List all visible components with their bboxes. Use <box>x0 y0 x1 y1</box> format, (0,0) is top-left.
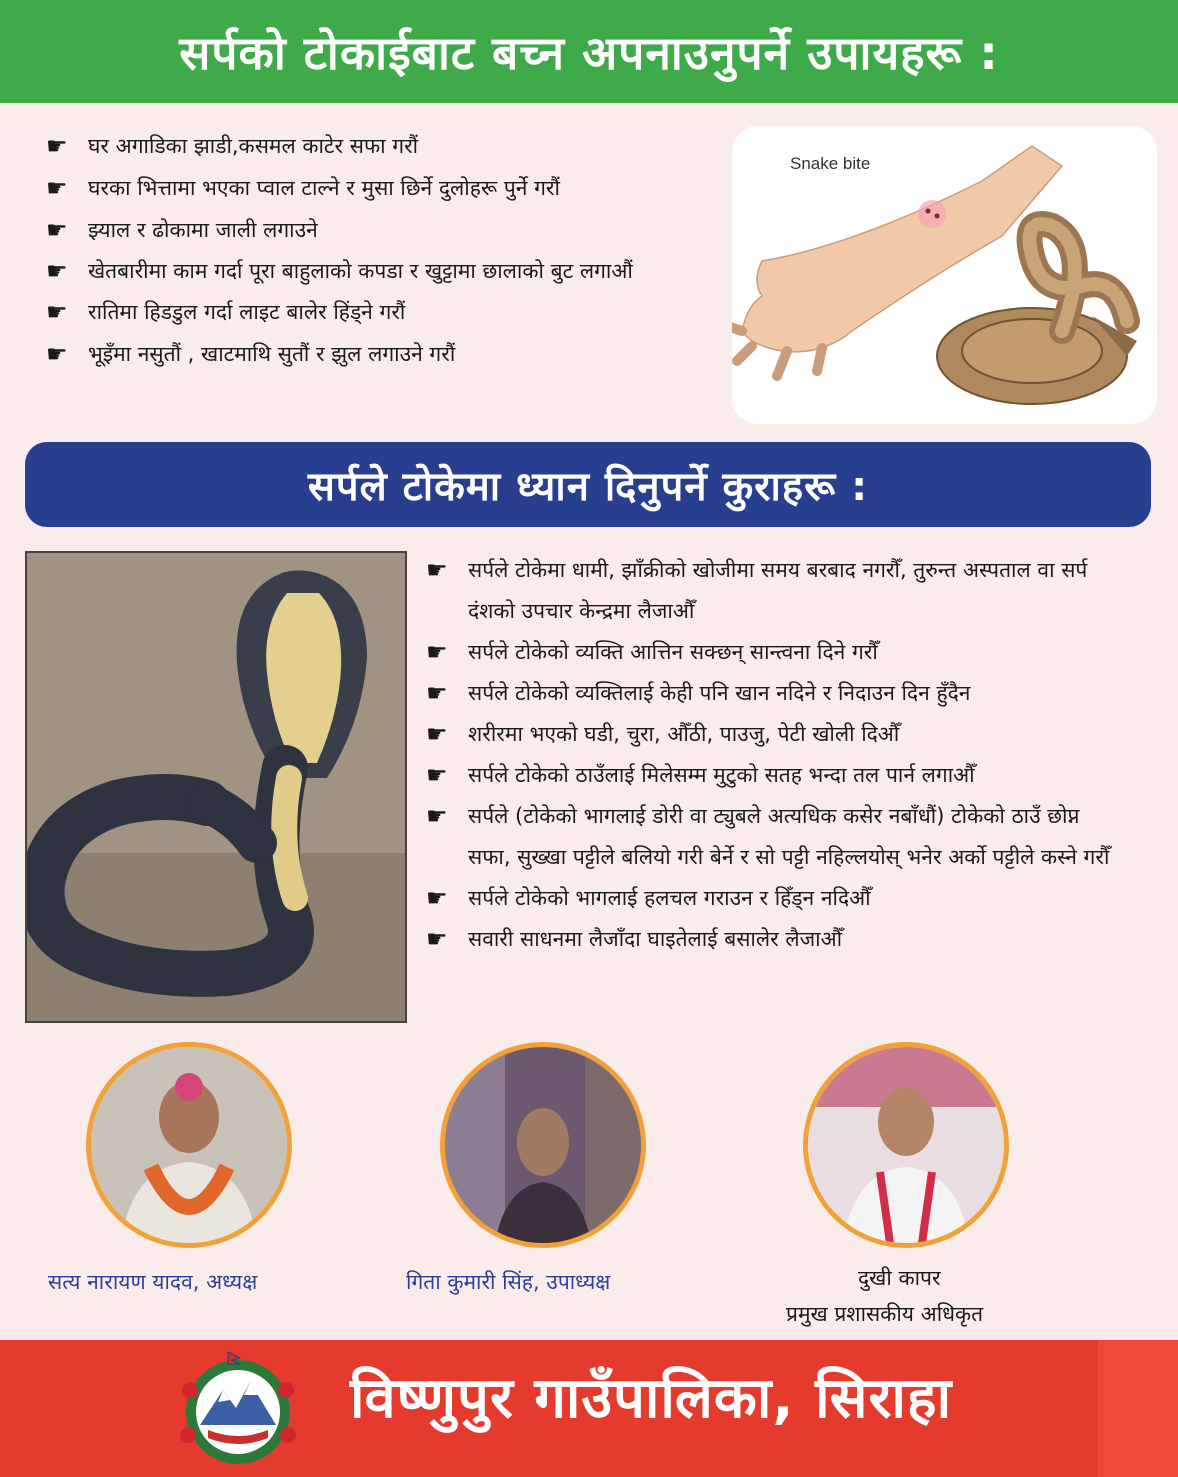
pointing-hand-icon: ☛ <box>46 257 68 285</box>
pointing-hand-icon: ☛ <box>426 761 448 789</box>
list-item: ☛ सर्पले टोकेको व्यक्ति आत्तिन सक्छन् सान्त्वना दिने गरौँ <box>426 632 1126 673</box>
avatar <box>86 1042 292 1248</box>
official-title: प्रमुख प्रशासकीय अधिकृत <box>786 1302 984 1326</box>
pointing-hand-icon: ☛ <box>426 638 448 666</box>
top-banner <box>0 0 1178 103</box>
list-item: ☛ सर्पले टोकेको भागलाई हलचल गराउन र हिँड्न नदिऔँ <box>426 878 1126 919</box>
official-name: गिता कुमारी सिंह, उपाध्यक्ष <box>406 1270 611 1294</box>
list-item: ☛ खेतबारीमा काम गर्दा पूरा बाहुलाको कपडा र खुट्टामा छालाको बुट लगाऔं <box>46 251 708 291</box>
care-list <box>426 550 1126 960</box>
top-banner-title: सर्पको टोकाईबाट बच्न अपनाउनुपर्ने उपायहरू : <box>179 25 999 80</box>
list-item: ☛ भूइँमा नसुतौं , खाटमाथि सुतौं र झुल लगाउने गरौं <box>46 333 726 375</box>
list-item: ☛ घरका भित्तामा भएका प्वाल टाल्ने र मुसा छिर्ने दुलोहरू पुर्ने गरौं <box>46 167 726 209</box>
mid-banner <box>25 442 1151 527</box>
snake-bite-illustration <box>732 126 1157 424</box>
pointing-hand-icon: ☛ <box>426 884 448 912</box>
prevention-list <box>46 125 726 375</box>
list-item: ☛ सवारी साधनमा लैजाँदा घाइतेलाई बसालेर लैजाऔँ <box>426 919 1126 960</box>
pointing-hand-icon: ☛ <box>46 174 68 202</box>
pointing-hand-icon: ☛ <box>426 802 448 830</box>
official-name: दुखी कापर <box>858 1266 941 1290</box>
municipality-emblem-icon <box>168 1350 308 1470</box>
pointing-hand-icon: ☛ <box>46 132 68 160</box>
list-item: ☛ झ्याल र ढोकामा जाली लगाउने <box>46 209 726 251</box>
list-item: ☛ सर्पले (टोकेको भागलाई डोरी वा ट्युबले अत्यधिक कसेर नबाँधौं) टोकेको ठाउँ छोप्न सफा, सुख्खा पट्टीले बलियो गरी बेर्ने र सो पट्टी नहिल्लयोस् भनेर अर्को पट्टीले कस्ने गरौँ <box>426 796 1126 878</box>
cobra-photo <box>25 551 407 1023</box>
list-item: ☛ शरीरमा भएको घडी, चुरा, औँठी, पाउजु, पेटी खोली दिऔँ <box>426 714 1126 755</box>
pointing-hand-icon: ☛ <box>426 556 448 584</box>
list-item: ☛ सर्पले टोकेको व्यक्तिलाई केही पनि खान नदिने र निदाउन दिन हुँदैन <box>426 673 1126 714</box>
pointing-hand-icon: ☛ <box>46 216 68 244</box>
bottom-banner <box>0 1340 1178 1477</box>
list-item: ☛ घर अगाडिका झाडी,कसमल काटेर सफा गरौं <box>46 125 726 167</box>
pointing-hand-icon: ☛ <box>426 720 448 748</box>
list-item: ☛ रातिमा हिडडुल गर्दा लाइट बालेर हिंड्ने गरौं <box>46 291 726 333</box>
pointing-hand-icon: ☛ <box>426 679 448 707</box>
bottom-banner-title: विष्णुपुर गाउँपालिका, सिराहा <box>350 1366 953 1431</box>
officials-section <box>0 1040 1178 1340</box>
snake-bite-caption: Snake bite <box>790 154 871 173</box>
pointing-hand-icon: ☛ <box>46 340 68 368</box>
avatar <box>440 1042 646 1248</box>
list-item: ☛ सर्पले टोकेको ठाउँलाई मिलेसम्म मुटुको सतह भन्दा तल पार्न लगाऔँ <box>426 755 1126 796</box>
avatar <box>803 1042 1009 1248</box>
list-item: ☛ सर्पले टोकेमा धामी, झाँक्रीको खोजीमा समय बरबाद नगरौँ, तुरुन्त अस्पताल वा सर्प दंशको उपचार केन्द्रमा लैजाऔँ <box>426 550 1126 632</box>
pointing-hand-icon: ☛ <box>46 298 68 326</box>
mid-banner-title: सर्पले टोकेमा ध्यान दिनुपर्ने कुराहरू : <box>307 464 869 510</box>
official-name: सत्य नारायण यादव, अध्यक्ष <box>48 1270 258 1294</box>
pointing-hand-icon: ☛ <box>426 925 448 953</box>
